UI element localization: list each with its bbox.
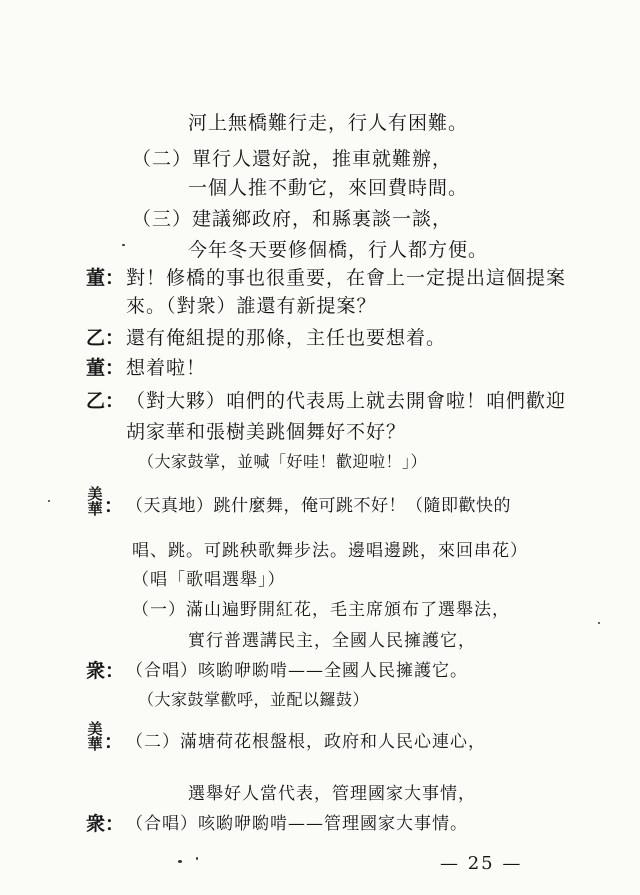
verse-line: 河上無橋難行走，行人有困難。 — [188, 112, 469, 134]
speaker-colon: ： — [104, 731, 124, 753]
speaker-meihua-top: 美 — [87, 485, 103, 503]
verse-line: （一）滿山遍野開紅花，毛主席頒布了選舉法， — [132, 600, 510, 620]
ink-speck — [196, 857, 198, 860]
verse-line: 一個人推不動它，來回費時間。 — [188, 177, 469, 199]
ink-speck — [122, 244, 125, 246]
speaker-meihua — [86, 487, 104, 517]
chorus-line: （合唱）咳喲咿喲啃——全國人民擁護它。 — [126, 661, 468, 681]
speaker-meihua-top: 美 — [87, 720, 103, 738]
speaker-meihua-bottom: 華 — [87, 500, 103, 518]
verse-line: （三）建議鄉政府，和縣裏談一談， — [132, 208, 453, 230]
verse-line: 實行普選講民主，全國人民擁護它， — [188, 631, 476, 651]
stage-direction: （天真地）跳什麼舞，俺可跳不好！（隨即歡快的 — [126, 496, 511, 516]
dialogue-line: （對大夥）咱們的代表馬上就去開會啦！咱們歡迎 — [126, 390, 567, 412]
speaker-yi: 乙： — [86, 390, 125, 412]
speaker-zhong: 衆： — [86, 813, 125, 835]
verse-line: 今年冬天要修個橋，行人都方便。 — [188, 239, 489, 261]
stage-direction: （大家鼓掌歡呼，並配以鑼鼓） — [138, 690, 370, 709]
speaker-dong: 董： — [86, 357, 125, 379]
dialogue-line: 唱、跳。可跳秧歌舞步法。邊唱邊跳，來回串花） — [132, 541, 528, 561]
dialogue-line: 來。（對衆）誰還有新提案？ — [126, 295, 377, 317]
ink-speck — [598, 622, 600, 624]
speaker-colon: ： — [104, 495, 124, 517]
verse-line: （二）單行人還好說，推車就難辦， — [132, 148, 453, 170]
ink-speck — [178, 860, 182, 863]
speaker-meihua-bottom: 華 — [87, 735, 103, 753]
speaker-zhong: 衆： — [86, 660, 125, 682]
speaker-yi: 乙： — [86, 327, 125, 349]
dialogue-line: 對！修橋的事也很重要，在會上一定提出這個提案 — [126, 267, 567, 289]
speaker-dong: 董： — [86, 267, 125, 289]
dialogue-line: 還有俺組提的那條，主任也要想着。 — [126, 327, 447, 349]
ink-speck — [48, 500, 50, 502]
dialogue-line: 胡家華和張樹美跳個舞好不好？ — [126, 421, 407, 443]
dialogue-line: （唱「歌唱選舉」） — [132, 570, 286, 590]
verse-line: 選舉好人當代表，管理國家大事情， — [188, 784, 476, 804]
verse-line: （二）滿塘荷花根盤根，政府和人民心連心， — [126, 732, 486, 752]
dialogue-line: 想着啦！ — [126, 357, 207, 379]
page-number: — 25 — — [440, 853, 523, 874]
speaker-meihua — [86, 722, 104, 752]
chorus-line: （合唱）咳喲咿喲啃——管理國家大事情。 — [126, 814, 468, 834]
stage-direction: （大家鼓掌，並喊「好哇！歡迎啦！」） — [138, 452, 428, 471]
